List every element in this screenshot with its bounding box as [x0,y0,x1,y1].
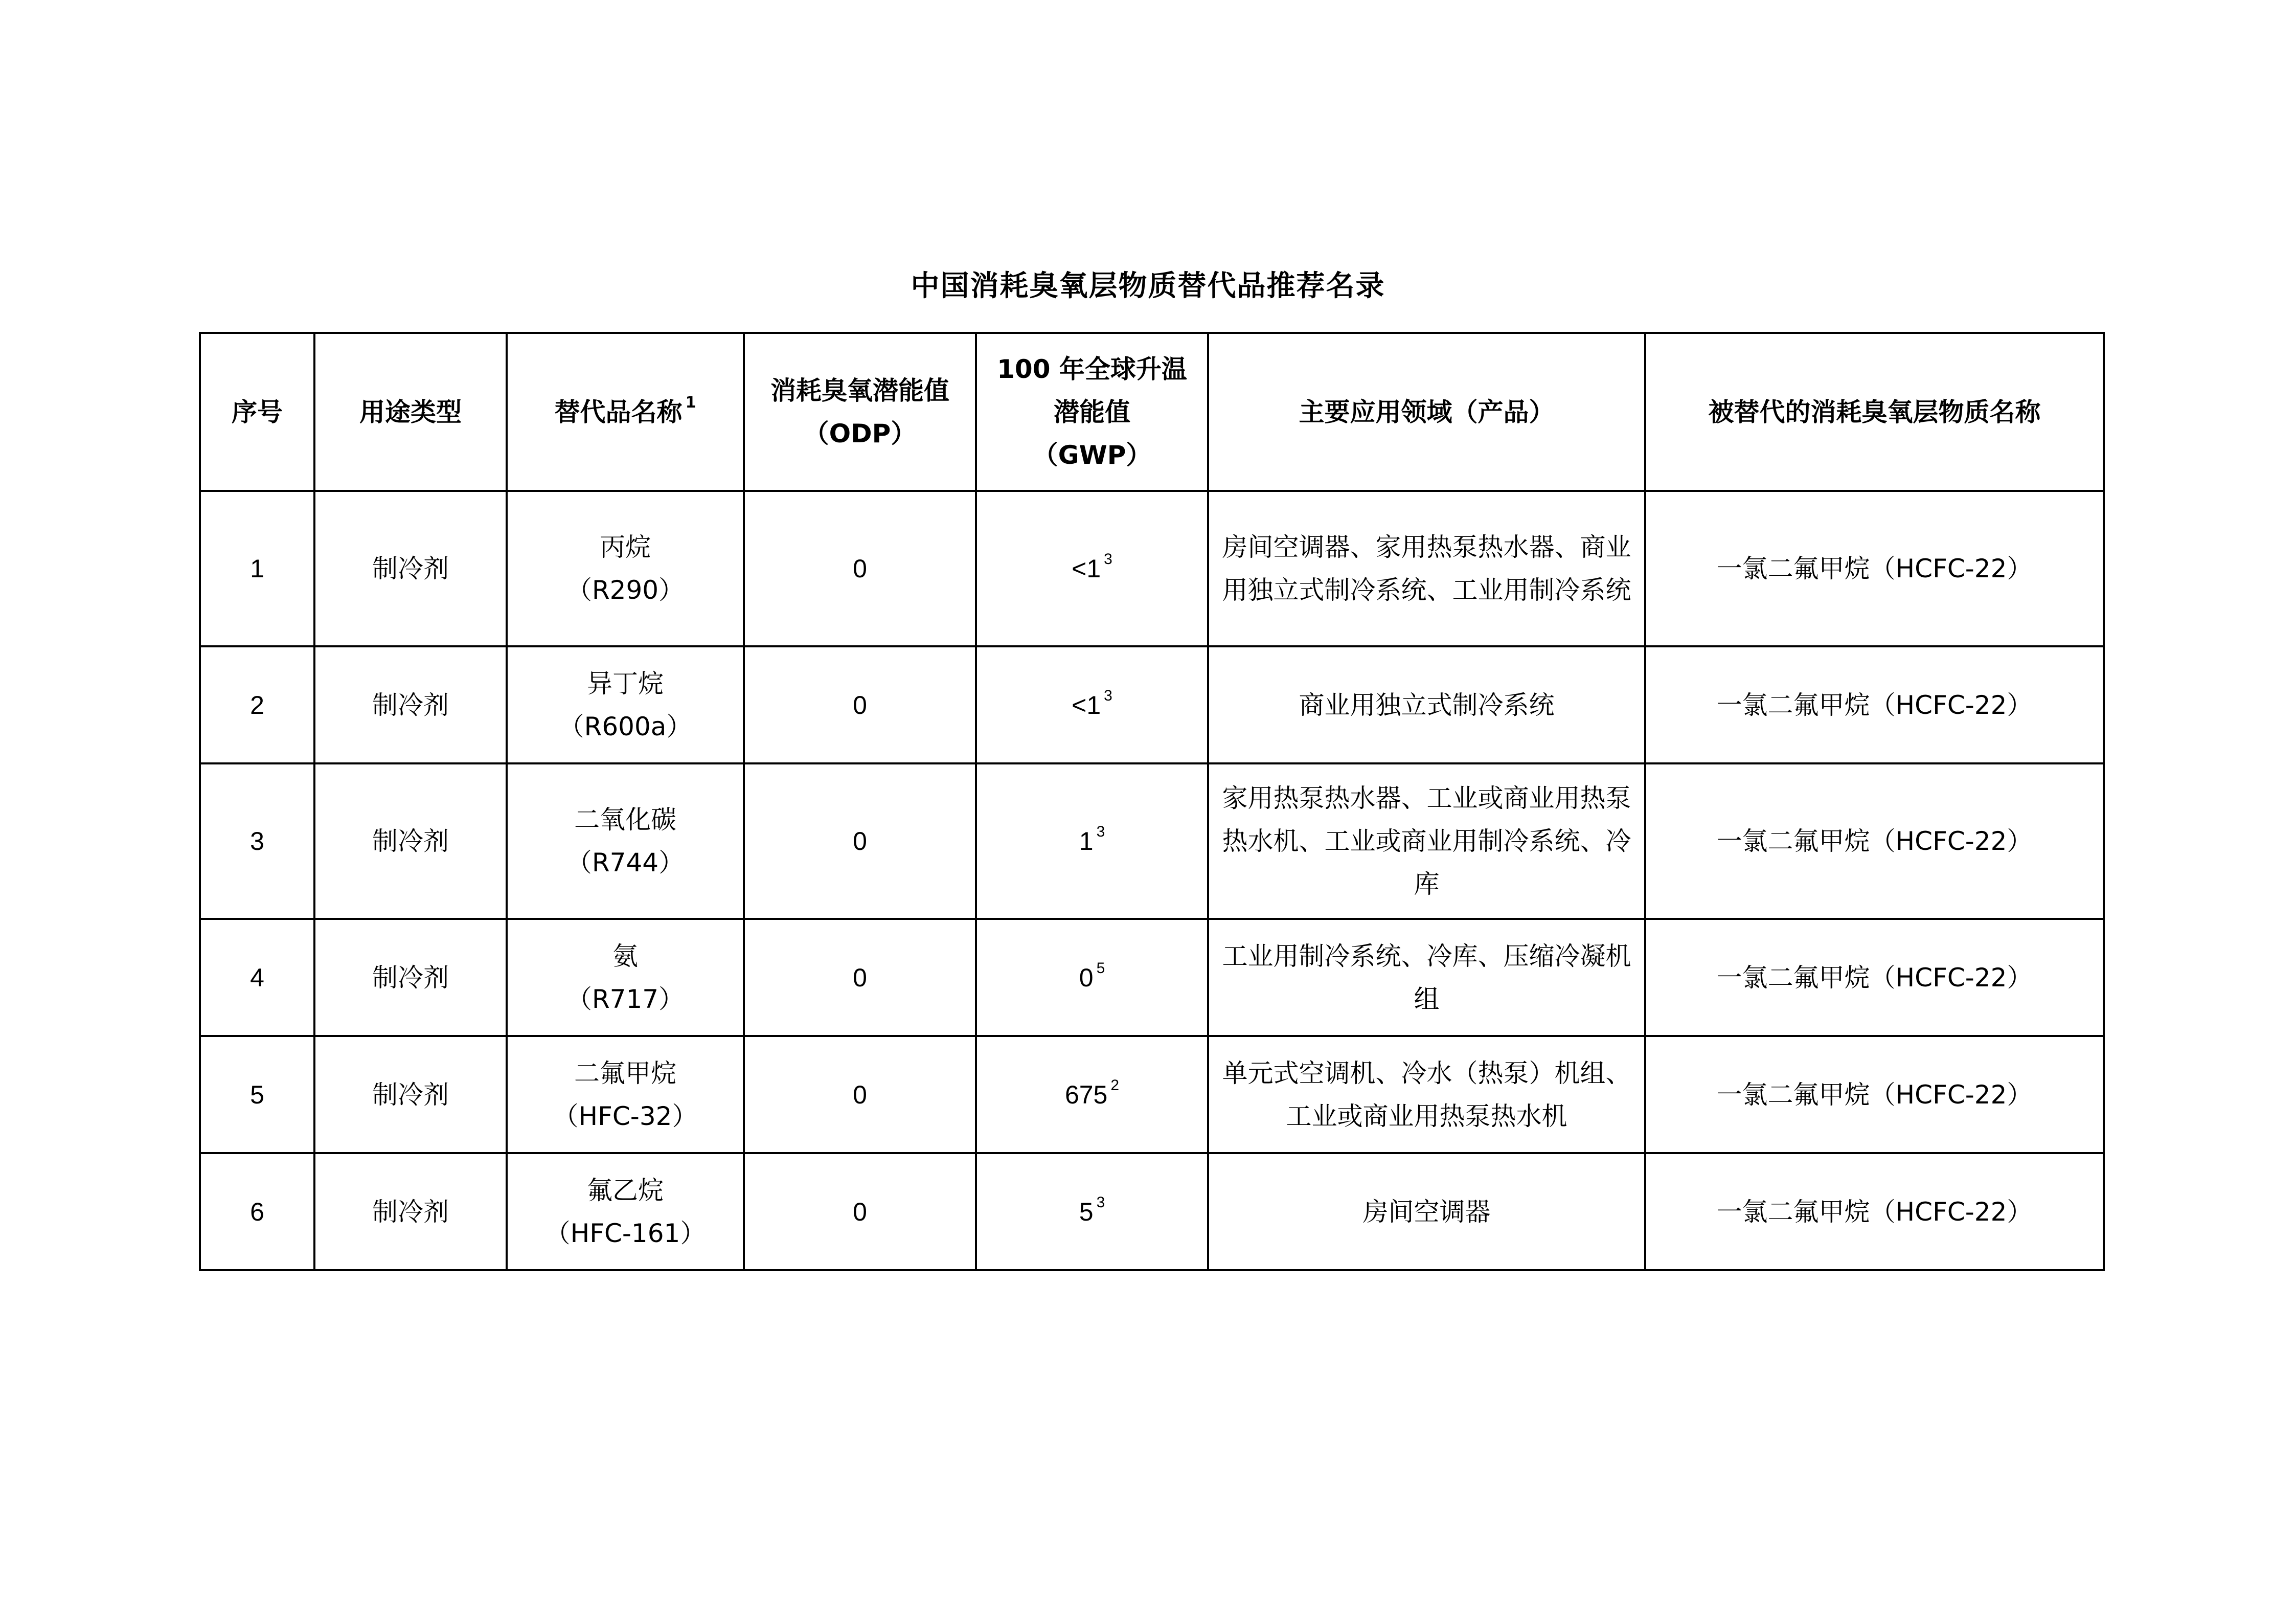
cell-gwp: 675 $^2$ [976,1036,1208,1153]
header-substitute-name: 替代品名称 $^1$ [507,333,744,491]
cell-application: 工业用制冷系统、冷库、压缩冷凝机组 [1208,919,1645,1036]
cell-odp: 0 [744,646,976,763]
cell-gwp: 5 $^3$ [976,1153,1208,1270]
footnote-marker: 1 [685,393,696,412]
cell-seq: 1 [200,491,314,646]
table-row [200,1153,2104,1270]
cell-odp: 0 [744,1153,976,1270]
cell-substitute-name: 氟乙烷 （HFC-161） [507,1153,744,1270]
document-title: 中国消耗臭氧层物质替代品推荐名录 [911,269,1385,303]
cell-application: 房间空调器、家用热泵热水器、商业用独立式制冷系统、工业用制冷系统 [1208,491,1645,646]
cell-seq: 3 [200,763,314,919]
table-row [200,763,2104,919]
header-use-type: 用途类型 [314,333,507,491]
cell-seq: 4 [200,919,314,1036]
cell-gwp: 0 $^5$ [976,919,1208,1036]
substitutes-table [199,332,2105,1271]
cell-odp: 0 [744,491,976,646]
cell-replaced: 一氯二氟甲烷（HCFC-22） [1645,1036,2104,1153]
cell-gwp: <1 $^3$ [976,491,1208,646]
cell-use-type: 制冷剂 [314,1036,507,1153]
table-row [200,1036,2104,1153]
cell-application: 家用热泵热水器、工业或商业用热泵热水机、工业或商业用制冷系统、冷库 [1208,763,1645,919]
cell-seq: 2 [200,646,314,763]
header-gwp: 100 年全球升温 潜能值 （GWP） [976,333,1208,491]
cell-gwp: <1 $^3$ [976,646,1208,763]
table-row [200,919,2104,1036]
cell-substitute-name: 二氧化碳 （R744） [507,763,744,919]
cell-substitute-name: 丙烷 （R290） [507,491,744,646]
cell-replaced: 一氯二氟甲烷（HCFC-22） [1645,1153,2104,1270]
cell-substitute-name: 二氟甲烷 （HFC-32） [507,1036,744,1153]
cell-application: 房间空调器 [1208,1153,1645,1270]
cell-application: 商业用独立式制冷系统 [1208,646,1645,763]
table-row [200,646,2104,763]
cell-use-type: 制冷剂 [314,1153,507,1270]
cell-use-type: 制冷剂 [314,491,507,646]
cell-use-type: 制冷剂 [314,646,507,763]
cell-substitute-name: 异丁烷 （R600a） [507,646,744,763]
cell-seq: 5 [200,1036,314,1153]
header-odp: 消耗臭氧潜能值 （ODP） [744,333,976,491]
cell-odp: 0 [744,919,976,1036]
cell-replaced: 一氯二氟甲烷（HCFC-22） [1645,491,2104,646]
header-seq: 序号 [200,333,314,491]
cell-odp: 0 [744,1036,976,1153]
cell-gwp: 1 $^3$ [976,763,1208,919]
cell-application: 单元式空调机、冷水（热泵）机组、工业或商业用热泵热水机 [1208,1036,1645,1153]
cell-replaced: 一氯二氟甲烷（HCFC-22） [1645,763,2104,919]
cell-seq: 6 [200,1153,314,1270]
header-replaced: 被替代的消耗臭氧层物质名称 [1645,333,2104,491]
cell-use-type: 制冷剂 [314,763,507,919]
cell-use-type: 制冷剂 [314,919,507,1036]
cell-odp: 0 [744,763,976,919]
table-header-row [200,333,2104,491]
cell-replaced: 一氯二氟甲烷（HCFC-22） [1645,919,2104,1036]
header-application: 主要应用领域（产品） [1208,333,1645,491]
cell-replaced: 一氯二氟甲烷（HCFC-22） [1645,646,2104,763]
table-row [200,491,2104,646]
cell-substitute-name: 氨 （R717） [507,919,744,1036]
